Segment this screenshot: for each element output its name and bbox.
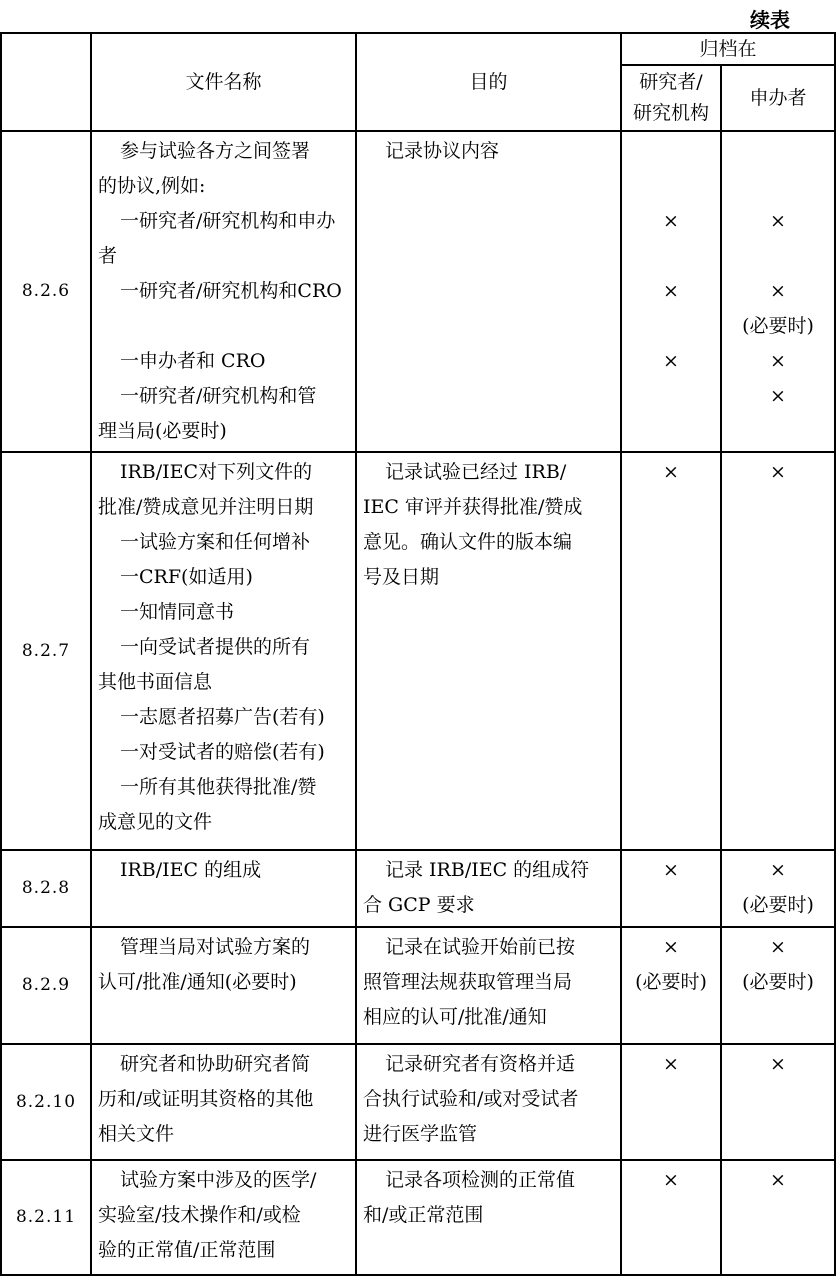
archived-mark: ×: [770, 280, 786, 302]
file-name-cell: [91, 1160, 356, 1275]
spacer: [722, 169, 834, 204]
investigator-archive-cell: [621, 927, 721, 1044]
header-investigator-line-2: 研究机构: [632, 102, 709, 124]
archived-mark: ×: [663, 936, 679, 958]
archived-mark: ×: [663, 350, 679, 372]
file-name-line: IRB/IEC 的组成: [120, 859, 262, 881]
file-name-cell: [91, 1044, 356, 1160]
file-name-line: 理当局(必要时): [98, 420, 227, 442]
spacer: [622, 169, 720, 204]
archived-mark: ×: [770, 859, 786, 881]
file-name-line: 者: [98, 245, 118, 267]
spacer: [722, 239, 834, 274]
sponsor-archive-cell: [721, 131, 835, 452]
purpose-line: 和/或正常范围: [363, 1204, 484, 1226]
file-name-line: 一知情同意书: [120, 601, 235, 623]
file-name-line: 一志愿者招募广告(若有): [120, 706, 325, 728]
row-id: 8.2.11: [1, 1160, 91, 1275]
header-id: [1, 33, 91, 131]
header-investigator: [621, 65, 721, 131]
file-name-line: 一研究者/研究机构和CRO: [120, 280, 342, 302]
file-name-cell: [91, 452, 356, 850]
file-name-line: 一所有其他获得批准/赞: [120, 776, 317, 798]
file-name-cell: [91, 131, 356, 452]
file-name-line: 批准/赞成意见并注明日期: [98, 496, 314, 518]
investigator-archive-cell: [621, 1160, 721, 1275]
header-archive-in: 归档在: [621, 33, 835, 65]
file-name-line: 一试验方案和任何增补: [120, 531, 311, 553]
purpose-line: 意见。确认文件的版本编: [363, 531, 573, 553]
row-id: 8.2.8: [1, 850, 91, 927]
table-row: [1, 850, 835, 927]
purpose-line: IEC 审评并获得批准/赞成: [363, 496, 583, 518]
archived-mark: ×: [663, 1169, 679, 1191]
file-name-line: 研究者和协助研究者简: [120, 1053, 311, 1075]
purpose-cell: [356, 131, 621, 452]
file-name-line: 一向受试者提供的所有: [120, 636, 311, 658]
file-name-line: IRB/IEC对下列文件的: [120, 461, 313, 483]
file-name-line: 认可/批准/通知(必要时): [98, 971, 297, 993]
table-row: [1, 1160, 835, 1275]
table-row: [1, 1044, 835, 1160]
archived-mark: ×: [770, 936, 786, 958]
archived-mark: ×: [663, 859, 679, 881]
file-name-line: 一申办者和 CRO: [120, 350, 266, 372]
file-name-line: 一研究者/研究机构和申办: [120, 210, 336, 232]
sponsor-archive-cell: [721, 850, 835, 927]
spacer: [622, 239, 720, 274]
purpose-line: 记录协议内容: [385, 140, 500, 162]
archive-note: (必要时): [635, 971, 707, 993]
header-investigator-line-1: 研究者/: [639, 71, 703, 93]
spacer: [622, 414, 720, 449]
file-name-line: 的协议,例如:: [98, 175, 206, 197]
file-name-cell: [91, 850, 356, 927]
purpose-line: 相应的认可/批准/通知: [363, 1006, 547, 1028]
investigator-archive-cell: [621, 131, 721, 452]
purpose-line: 记录研究者有资格并适: [385, 1053, 576, 1075]
archive-note: (必要时): [742, 971, 814, 993]
file-name-line: 一CRF(如适用): [120, 566, 253, 588]
archived-mark: ×: [663, 461, 679, 483]
archive-note: (必要时): [742, 315, 814, 337]
file-name-line: 一研究者/研究机构和管: [120, 385, 317, 407]
purpose-line: 记录在试验开始前已按: [385, 936, 576, 958]
sponsor-archive-cell: [721, 1160, 835, 1275]
spacer: [622, 379, 720, 414]
spacer: [622, 309, 720, 344]
table-row: [1, 131, 835, 452]
continuation-label: 续表: [750, 8, 790, 32]
investigator-archive-cell: [621, 452, 721, 850]
purpose-line: 照管理法规获取管理当局: [363, 971, 573, 993]
file-name-line: [98, 309, 351, 344]
purpose-line: 合执行试验和/或对受试者: [363, 1088, 579, 1110]
archived-mark: ×: [770, 210, 786, 232]
row-id: 8.2.10: [1, 1044, 91, 1160]
investigator-archive-cell: [621, 1044, 721, 1160]
purpose-line: 进行医学监管: [363, 1123, 478, 1145]
file-name-line: 实验室/技术操作和/或检: [98, 1204, 301, 1226]
file-name-line: 历和/或证明其资格的其他: [98, 1088, 314, 1110]
row-id: 8.2.6: [1, 131, 91, 452]
file-name-line: 参与试验各方之间签署: [120, 140, 311, 162]
table-row: [1, 927, 835, 1044]
header-file-name: 文件名称: [91, 33, 356, 131]
purpose-line: 记录试验已经过 IRB/: [385, 461, 567, 483]
purpose-line: 记录 IRB/IEC 的组成符: [385, 859, 590, 881]
purpose-line: 合 GCP 要求: [363, 894, 475, 916]
header-purpose: 目的: [356, 33, 621, 131]
spacer: [722, 134, 834, 169]
spacer: [722, 414, 834, 449]
archived-mark: ×: [663, 1053, 679, 1075]
archived-mark: ×: [770, 461, 786, 483]
file-name-line: 管理当局对试验方案的: [120, 936, 311, 958]
purpose-cell: [356, 850, 621, 927]
archived-mark: ×: [770, 350, 786, 372]
archived-mark: ×: [770, 1169, 786, 1191]
archive-note: (必要时): [742, 894, 814, 916]
sponsor-archive-cell: [721, 1044, 835, 1160]
row-id: 8.2.7: [1, 452, 91, 850]
document-archive-table: [0, 32, 836, 1276]
spacer: [622, 134, 720, 169]
file-name-line: 试验方案中涉及的医学/: [120, 1169, 317, 1191]
purpose-cell: [356, 1044, 621, 1160]
archived-mark: ×: [770, 1053, 786, 1075]
file-name-line: 验的正常值/正常范围: [98, 1239, 276, 1261]
archived-mark: ×: [663, 210, 679, 232]
sponsor-archive-cell: [721, 452, 835, 850]
file-name-line: 一对受试者的赔偿(若有): [120, 741, 325, 763]
file-name-line: 其他书面信息: [98, 671, 213, 693]
row-id: 8.2.9: [1, 927, 91, 1044]
purpose-cell: [356, 927, 621, 1044]
purpose-line: 号及日期: [363, 566, 440, 588]
purpose-cell: [356, 452, 621, 850]
investigator-archive-cell: [621, 850, 721, 927]
file-name-line: 相关文件: [98, 1123, 175, 1145]
header-sponsor: 申办者: [721, 65, 835, 131]
file-name-line: 成意见的文件: [98, 811, 213, 833]
sponsor-archive-cell: [721, 927, 835, 1044]
file-name-cell: [91, 927, 356, 1044]
purpose-line: 记录各项检测的正常值: [385, 1169, 576, 1191]
table-row: [1, 452, 835, 850]
purpose-cell: [356, 1160, 621, 1275]
archived-mark: ×: [663, 280, 679, 302]
archived-mark: ×: [770, 385, 786, 407]
